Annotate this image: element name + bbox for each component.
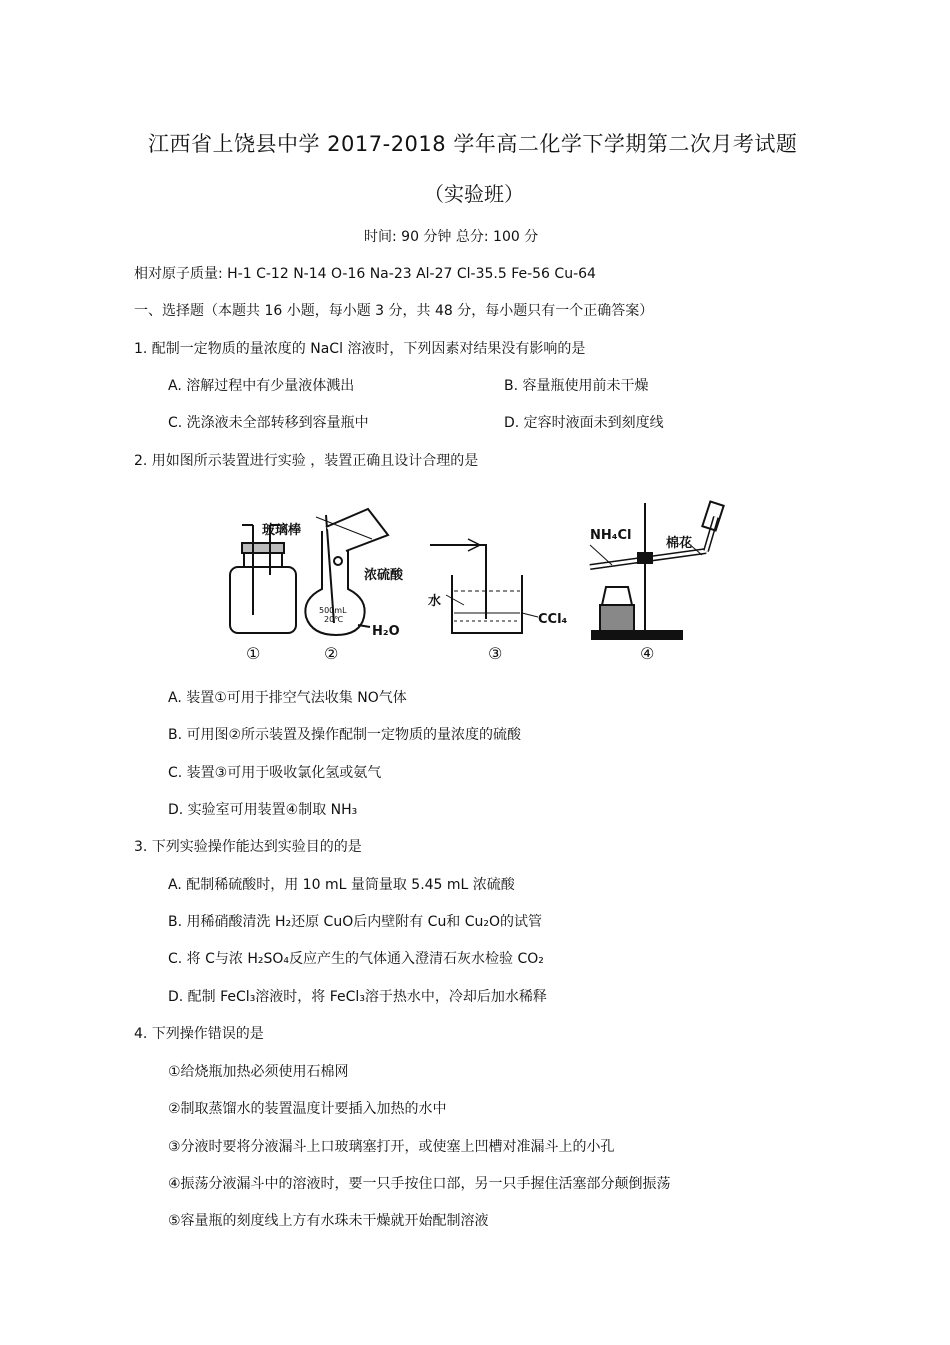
exam-title: 江西省上饶县中学 2017-2018 学年高二化学下学期第二次月考试题 <box>148 132 798 156</box>
question-4-item: ⑤容量瓶的刻度线上方有水珠未干燥就开始配制溶液 <box>168 1213 489 1229</box>
apparatus-number-3: ③ <box>488 644 503 663</box>
heating-tube-apparatus <box>590 501 724 639</box>
question-3-option-c: C. 将 C与浓 H₂SO₄反应产生的气体通入澄清石灰水检验 CO₂ <box>168 951 544 967</box>
atomic-mass-line: 相对原子质量: H-1 C-12 N-14 O-16 Na-23 Al-27 Cl-35.5 Fe-56 Cu-64 <box>134 266 596 282</box>
question-1-option-b: B. 容量瓶使用前未干燥 <box>504 378 649 394</box>
question-2-option-a: A. 装置①可用于排空气法收集 NO气体 <box>168 690 407 706</box>
beaker-absorption-apparatus <box>430 539 538 633</box>
question-2-option-d: D. 实验室可用装置④制取 NH₃ <box>168 802 358 818</box>
label-water: 水 <box>428 594 442 609</box>
flask-temperature-label: 20℃ <box>324 615 344 624</box>
question-1-option-a: A. 溶解过程中有少量液体溅出 <box>168 378 355 394</box>
question-3-option-a: A. 配制稀硫酸时，用 10 mL 量筒量取 5.45 mL 浓硫酸 <box>168 877 515 893</box>
label-cotton: 棉花 <box>666 536 693 551</box>
apparatus-number-1: ① <box>246 644 261 663</box>
question-1-option-d: D. 定容时液面未到刻度线 <box>504 415 664 431</box>
gas-bottle-apparatus <box>230 525 296 633</box>
label-nh4cl: NH₄Cl <box>590 528 632 543</box>
apparatus-number-2: ② <box>324 644 339 663</box>
question-3-stem: 3. 下列实验操作能达到实验目的的是 <box>134 839 362 855</box>
label-concentrated-acid: 浓硫酸 <box>364 568 404 583</box>
label-glass-rod: 玻璃棒 <box>262 523 302 538</box>
exam-subtitle: （实验班） <box>424 182 524 206</box>
question-4-item: ④振荡分液漏斗中的溶液时，要一只手按住口部，另一只手握住活塞部分颠倒振荡 <box>168 1176 671 1192</box>
apparatus-figure <box>220 495 740 670</box>
question-4-item: ②制取蒸馏水的装置温度计要插入加热的水中 <box>168 1101 447 1117</box>
question-2-stem: 2. 用如图所示装置进行实验 ，装置正确且设计合理的是 <box>134 453 479 469</box>
question-1-option-c: C. 洗涤液未全部转移到容量瓶中 <box>168 415 369 431</box>
question-4-item: ①给烧瓶加热必须使用石棉网 <box>168 1064 349 1080</box>
flask-volume-label: 500mL <box>319 606 347 615</box>
question-4-stem: 4. 下列操作错误的是 <box>134 1026 264 1042</box>
apparatus-number-4: ④ <box>640 644 655 663</box>
question-3-option-d: D. 配制 FeCl₃溶液时，将 FeCl₃溶于热水中，冷却后加水稀释 <box>168 989 547 1005</box>
question-3-option-b: B. 用稀硝酸清洗 H₂还原 CuO后内壁附有 Cu和 Cu₂O的试管 <box>168 914 543 930</box>
label-ccl4: CCl₄ <box>538 612 568 627</box>
question-4-item: ③分液时要将分液漏斗上口玻璃塞打开，或使塞上凹槽对准漏斗上的小孔 <box>168 1139 615 1155</box>
exam-time-score: 时间: 90 分钟 总分: 100 分 <box>364 229 539 245</box>
question-2-option-c: C. 装置③可用于吸收氯化氢或氨气 <box>168 765 382 781</box>
label-water-h2o: H₂O <box>372 624 400 639</box>
question-1-stem: 1. 配制一定物质的量浓度的 NaCl 溶液时，下列因素对结果没有影响的是 <box>134 341 586 357</box>
question-2-option-b: B. 可用图②所示装置及操作配制一定物质的量浓度的硫酸 <box>168 727 522 743</box>
section-heading: 一、选择题（本题共 16 小题，每小题 3 分，共 48 分，每小题只有一个正确答案） <box>134 303 654 319</box>
